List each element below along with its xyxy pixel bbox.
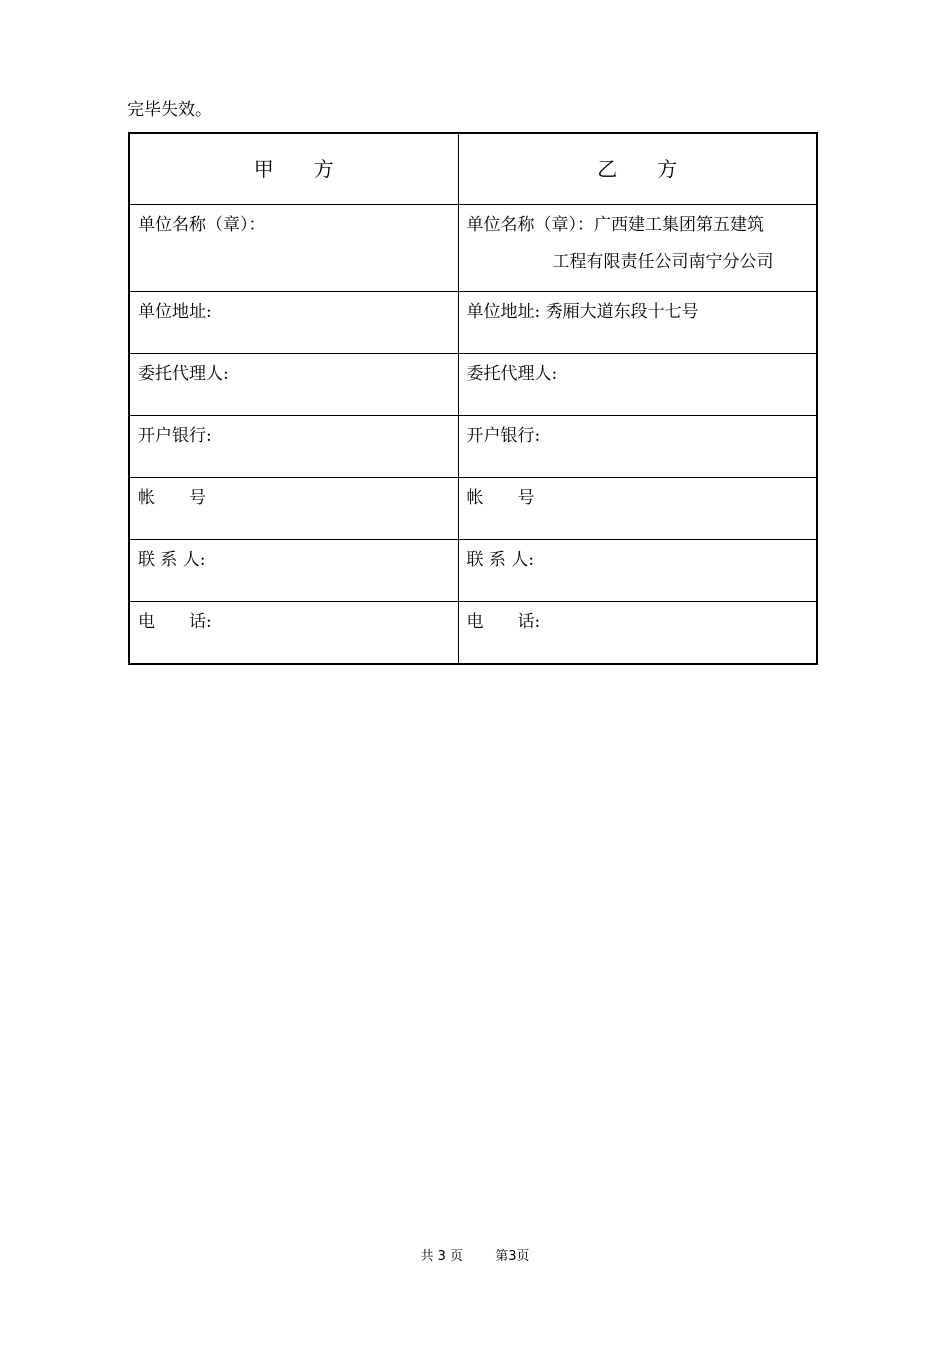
party-b-contact: 联 系 人:: [458, 540, 817, 602]
table-row: [129, 205, 817, 292]
party-b-bank: 开户银行:: [458, 416, 817, 478]
signature-table: [128, 132, 818, 665]
party-b-phone: 电 话:: [458, 602, 817, 665]
lead-text: 完毕失效。: [127, 100, 212, 120]
table-row: [129, 540, 817, 602]
party-a-address: 单位地址:: [129, 292, 458, 354]
party-b-unit-name-line2: 工程有限责任公司南宁分公司: [552, 252, 774, 272]
party-b-agent: 委托代理人:: [458, 354, 817, 416]
table-row: [129, 416, 817, 478]
party-a-agent: 委托代理人:: [129, 354, 458, 416]
party-a-unit-name: 单位名称（章）：: [129, 205, 458, 292]
table-header-row: [129, 133, 817, 205]
table-row: [129, 478, 817, 540]
party-b-unit-name-line1: 单位名称（章）：广西建工集团第五建筑: [466, 215, 764, 235]
table-row: [129, 354, 817, 416]
current-page: 第3页: [495, 1249, 530, 1264]
party-a-phone: 电 话:: [129, 602, 458, 665]
party-b-account: 帐 号: [458, 478, 817, 540]
party-a-header: 甲 方: [129, 133, 458, 205]
party-a-contact: 联 系 人:: [129, 540, 458, 602]
page-footer: [0, 1248, 950, 1266]
table-row: [129, 602, 817, 665]
party-a-account: 帐 号: [129, 478, 458, 540]
party-b-unit-name: [458, 205, 817, 292]
total-pages: 共 3 页: [420, 1249, 464, 1264]
party-a-bank: 开户银行:: [129, 416, 458, 478]
table-row: [129, 292, 817, 354]
party-b-header: 乙 方: [458, 133, 817, 205]
party-b-address: 单位地址: 秀厢大道东段十七号: [458, 292, 817, 354]
